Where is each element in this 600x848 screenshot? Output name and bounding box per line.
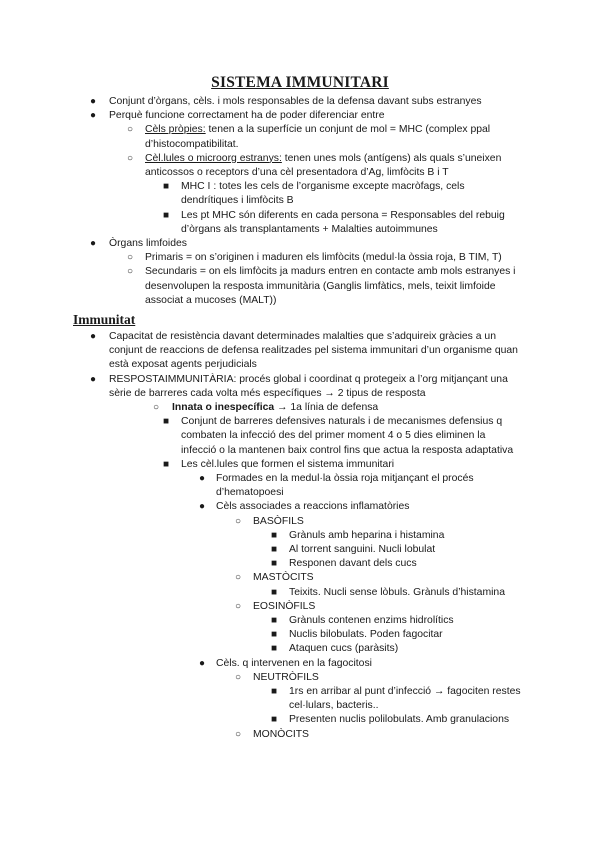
square-bullet: ■ xyxy=(163,458,170,470)
list-item-text: Les cèl.lules que formen el sistema immunitari xyxy=(181,458,395,470)
square-bullet: ■ xyxy=(271,629,278,641)
list-item xyxy=(0,543,529,557)
square-bullet: ■ xyxy=(271,643,278,655)
list-item xyxy=(0,685,525,713)
list-item-text: Primaris = on s’originen i maduren els limfòcits (medul·la òssia roja, B TIM, T) xyxy=(145,252,502,264)
list-item xyxy=(0,458,523,472)
disc-bullet: ● xyxy=(199,501,206,513)
innata-label: Innata o inespecífica xyxy=(172,402,275,414)
circle-bullet: ○ xyxy=(235,515,242,527)
square-bullet: ■ xyxy=(271,615,278,627)
immunitat-list xyxy=(0,330,600,742)
list-item-text: Formades en la medul·la òssia roja mitjançant el procés d’hematopoesi xyxy=(216,473,474,499)
list-item-text: Conjunt de barreres defensives naturals i de mecanismes defensius q combaten la infecció des del primer moment 4 o 5 dies eliminen la infecció o la mantenen baix control fins que actua la resposta adaptativa xyxy=(181,416,514,456)
square-bullet: ■ xyxy=(271,714,278,726)
list-item-text: EOSINÒFILS xyxy=(253,600,316,612)
list-item xyxy=(0,401,512,415)
list-item-text: Òrgans limfoides xyxy=(109,238,187,250)
list-item-text: 1rs en arribar al punt d’infecció → fagociten restes cel·lulars, bacteris.. xyxy=(289,686,521,712)
square-bullet: ■ xyxy=(271,586,278,598)
list-item-text: Capacitat de resistència davant determinades malalties que s’adquireix gràcies a un conjunt de reaccions de defensa realitzades pel sistema immunitari d’un organisme quan està exposat agents perjudicials xyxy=(109,331,518,371)
list-item xyxy=(0,500,516,514)
cel-estranys-text: tenen unes mols (antígens) als quals s’uneixen anticossos o receptors d’una cèl presentadora d’Ag, limfòcits B i T xyxy=(145,152,502,179)
list-item xyxy=(0,642,529,656)
disc-bullet: ● xyxy=(90,238,97,250)
circle-bullet: ○ xyxy=(127,152,134,164)
list-item-text: MHC I : totes les cels de l’organisme excepte macròfags, cels dendrítiques i limfòcits B xyxy=(181,181,465,207)
list-item xyxy=(0,251,545,265)
list-item-text: MONÒCITS xyxy=(253,728,309,740)
list-item-text: Cèls. q intervenen en la fagocitosi xyxy=(216,657,372,669)
list-item-text: Grànuls contenen enzims hidrolítics xyxy=(289,615,454,627)
intro-list xyxy=(0,95,600,308)
list-item xyxy=(0,95,530,109)
disc-bullet: ● xyxy=(90,373,97,385)
circle-bullet: ○ xyxy=(127,252,134,264)
list-item xyxy=(0,237,530,251)
list-item xyxy=(0,713,539,727)
square-bullet: ■ xyxy=(271,558,278,570)
list-item-text: Ataquen cucs (paràsits) xyxy=(289,643,399,655)
list-item-text: Presenten nuclis polilobulats. Amb granulacions xyxy=(289,714,510,726)
list-item-text: Conjunt d’òrgans, cèls. i mols responsables de la defensa davant subs estranyes xyxy=(109,96,482,107)
list-item-text: Al torrent sanguini. Nucli lobulat xyxy=(289,544,436,556)
list-item-text: Secundaris = on els limfòcits ja madurs entren en contacte amb mols estranyes i desenvolupen la resposta immunitària (Ganglis limfàtics, mels, teixit limfoide associat a mucoses (MALT)) xyxy=(145,266,516,306)
list-item xyxy=(0,515,513,529)
square-bullet: ■ xyxy=(271,529,278,541)
disc-bullet: ● xyxy=(90,110,97,122)
list-item-text: BASÒFILS xyxy=(253,515,304,527)
circle-bullet: ○ xyxy=(235,671,242,683)
list-item-text: Les pt MHC són diferents en cada persona = Responsables del rebuig d’òrgans als transplantaments + Malalties autoimmunes xyxy=(181,209,505,235)
disc-bullet: ● xyxy=(199,657,206,669)
list-item xyxy=(0,628,529,642)
list-item xyxy=(0,123,530,151)
list-item-text xyxy=(145,123,530,151)
list-item xyxy=(0,472,506,500)
list-item-text: Nuclis bilobulats. Poden fagocitar xyxy=(289,629,443,641)
square-bullet: ■ xyxy=(163,181,170,193)
page-title: SISTEMA IMMUNITARI xyxy=(211,74,389,91)
list-item xyxy=(0,614,529,628)
circle-bullet: ○ xyxy=(235,728,242,740)
circle-bullet: ○ xyxy=(235,572,242,584)
list-item-text: Grànuls amb heparina i histamina xyxy=(289,529,445,541)
list-item xyxy=(0,529,529,543)
disc-bullet: ● xyxy=(90,331,97,342)
list-item-text: Responen davant dels cucs xyxy=(289,558,417,570)
list-item xyxy=(0,152,530,180)
disc-bullet: ● xyxy=(199,473,206,485)
cels-propies-label: Cèls pròpies: xyxy=(145,124,206,136)
list-item-text: Cèls associades a reaccions inflamatòries xyxy=(216,501,410,513)
square-bullet: ■ xyxy=(271,686,278,698)
circle-bullet: ○ xyxy=(127,124,134,136)
list-item-text: MASTÒCITS xyxy=(253,572,314,584)
list-item xyxy=(0,415,523,458)
list-item xyxy=(0,586,539,600)
list-item xyxy=(0,265,523,308)
list-item xyxy=(0,571,513,585)
disc-bullet: ● xyxy=(90,96,97,107)
list-item xyxy=(0,373,517,401)
list-item-text: Perquè funcione correctament ha de poder diferenciar entre xyxy=(109,110,385,122)
innata-text: → 1a línia de defensa xyxy=(274,402,379,414)
circle-bullet: ○ xyxy=(127,266,134,278)
list-item xyxy=(0,209,531,237)
square-bullet: ■ xyxy=(163,416,170,428)
cels-propies-text: tenen a la superfície un conjunt de mol = MHC (complex ppal d’histocompatibilitat. xyxy=(145,124,491,150)
list-item xyxy=(0,600,513,614)
cel-estranys-label: Cèl.lules o microorg estranys: xyxy=(145,152,282,164)
list-item xyxy=(0,671,513,685)
list-item xyxy=(0,728,513,742)
list-item-text: RESPOSTAIMMUNITÀRIA: procés global i coordinat q protegeix a l’org mitjançant una sèrie de barreres cada volta més específiques → 2 tipus de resposta xyxy=(109,373,508,399)
list-item-text xyxy=(172,401,512,415)
circle-bullet: ○ xyxy=(235,600,242,612)
list-item xyxy=(0,330,525,373)
list-item xyxy=(0,657,516,671)
list-item-text xyxy=(145,152,530,180)
section-heading-immunitat: Immunitat xyxy=(73,312,136,327)
list-item-text: Teixits. Nucli sense lòbuls. Grànuls d’histamina xyxy=(289,586,505,598)
list-item xyxy=(0,557,529,571)
square-bullet: ■ xyxy=(271,544,278,556)
square-bullet: ■ xyxy=(163,209,170,221)
circle-bullet: ○ xyxy=(153,402,160,414)
list-item xyxy=(0,109,530,123)
list-item xyxy=(0,180,521,208)
list-item-text: NEUTRÒFILS xyxy=(253,671,319,683)
